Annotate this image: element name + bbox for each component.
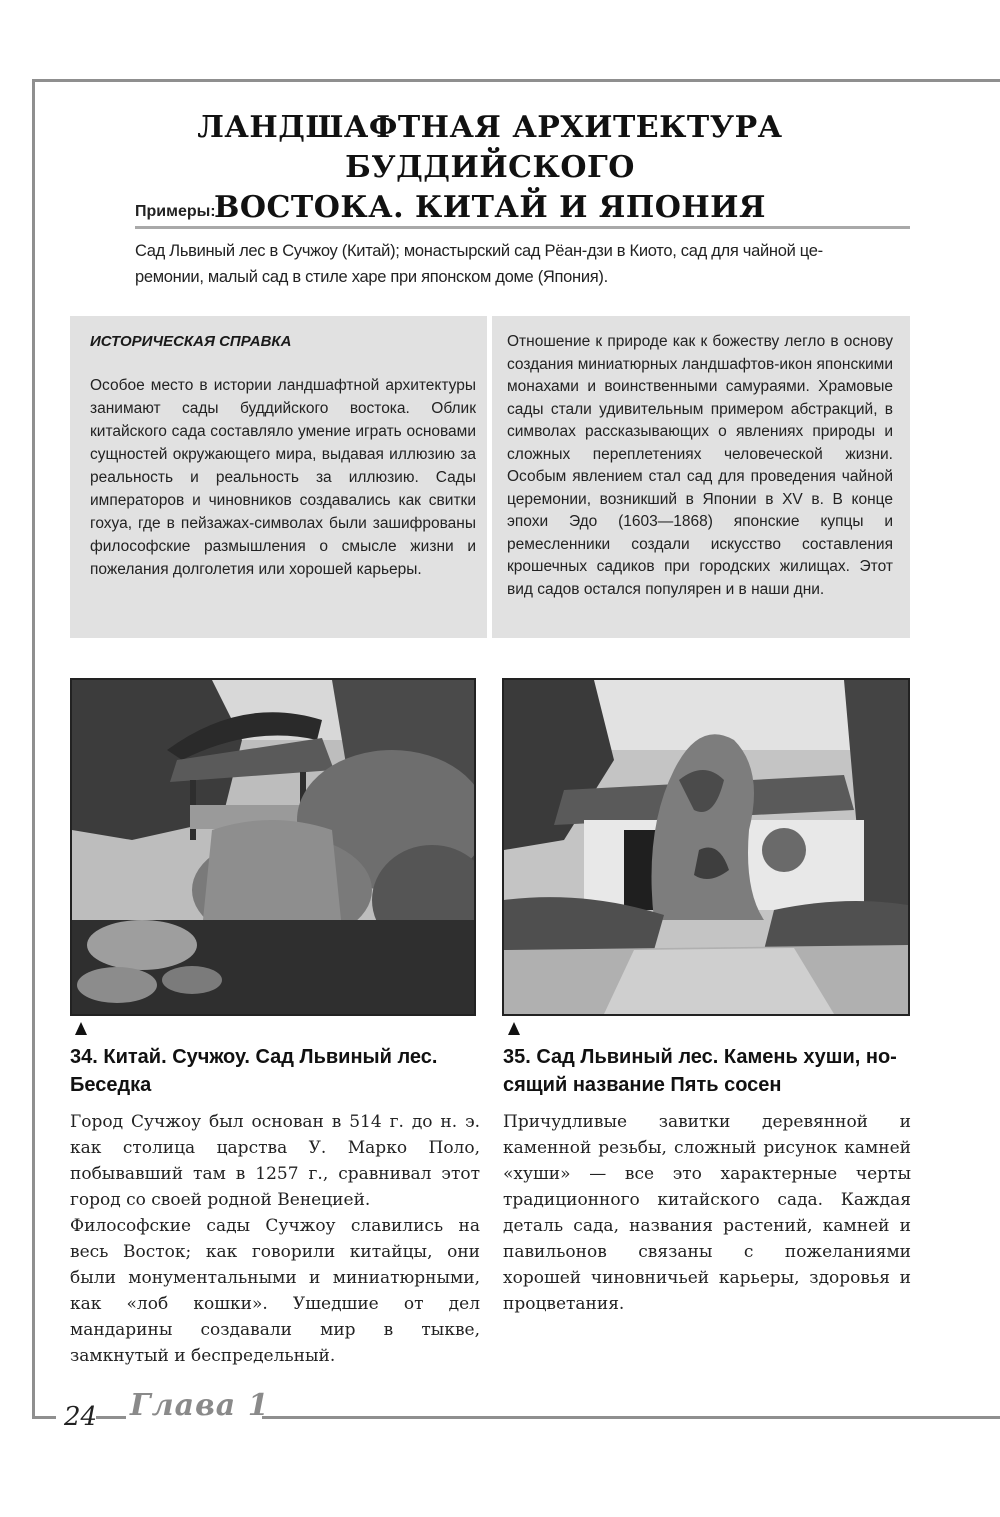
figure-35-paragraph: Причудливые завитки деревянной и каменной резьбы, сложный рисунок камней «хуши» — все это характерные черты традиционного китайского сада. Каждая деталь сада, названия растений, камней и павильонов связаны с пожеланиями хорошей чиновничьей карьеры, здоровья и процветания. [503, 1112, 911, 1314]
photo-rock-image [504, 680, 908, 1014]
frame-bottom-rule [32, 1416, 56, 1419]
examples-label: Примеры: [135, 203, 216, 220]
figure-34-caption-line2: Беседка [70, 1074, 152, 1096]
history-text-left: Особое место в истории ландшафтной архитектуры занимают сады буддийского востока. Облик китайского сада составляло умение играть основами сущностей окружающего мира, выдавая иллюзию за реальность и реальность за иллюзию. Сады императоров и чиновников создавались как свитки гохуа, где в пейзажах-символах были зашифрованы философские размышления о смысле жизни и пожелания долголетия или хорошей карьеры. [90, 377, 476, 578]
figure-35-caption-line2: сящий название Пять сосен [503, 1074, 782, 1096]
examples-line1: Сад Львиный лес в Сучжоу (Китай); монастырский сад Рёан-дзи в Киото, сад для чайной це- [135, 242, 823, 260]
figure-35-caption [503, 1043, 913, 1099]
frame-left-rule [32, 79, 35, 1419]
caption-pointer-icon [508, 1022, 520, 1035]
caption-pointer-icon [75, 1022, 87, 1035]
figure-34-paragraph-2: Философские сады Сучжоу славились на весь Восток; как говорили китайцы, они были монументальными и миниатюрными, как «лоб кошки». Ушедшие от дел мандарины создавали мир в тыкве, замкнутый и беспредельный. [70, 1216, 480, 1366]
examples-divider [135, 226, 910, 229]
page-title-line2: ВОСТОКА. КИТАЙ И ЯПОНИЯ [214, 190, 766, 225]
photo-pavilion [70, 678, 476, 1016]
examples-line2: ремонии, малый сад в стиле харе при японском доме (Япония). [135, 268, 608, 286]
figure-35-caption-line1: 35. Сад Львиный лес. Камень хуши, но- [503, 1046, 897, 1068]
frame-bottom-rule [96, 1416, 126, 1419]
figure-34-caption-line1: 34. Китай. Сучжоу. Сад Львиный лес. [70, 1046, 438, 1068]
history-heading: ИСТОРИЧЕСКАЯ СПРАВКА [90, 333, 292, 350]
history-text-right: Отношение к природе как к божеству легло в основу создания миниатюрных ландшафтов-икон японскими монахами и воинственными самураями. Храмовые сады стали удивительным примером абстракций, в символах рассказывающих о явлениях природы и сложных переплетениях человеческой жизни. Особым явлением стал сад для проведения чайной церемонии, возникший в Японии в XV в. В конце эпохи Эдо (1603—1868) японские купцы и ремесленники создали искусство составления крошечных садиков при городских жилищах. Этот вид садов остался популярен и в наши дни. [507, 333, 893, 598]
examples-text [135, 238, 910, 290]
photo-pavilion-image [72, 680, 474, 1014]
frame-bottom-rule [262, 1416, 1000, 1419]
frame-top-rule [32, 79, 1000, 82]
page-number: 24 [64, 1402, 98, 1432]
page-title-line1: ЛАНДШАФТНАЯ АРХИТЕКТУРА БУДДИЙСКОГО [197, 110, 783, 185]
figure-34-paragraph-1: Город Сучжоу был основан в 514 г. до н. э. как столица царства У. Марко Поло, побывавший там в 1257 г., сравнивал этот город со своей родной Венецией. [70, 1112, 480, 1210]
photo-rock-five-pines [502, 678, 910, 1016]
chapter-label: Глава 1 [130, 1388, 270, 1423]
figure-34-caption [70, 1043, 480, 1099]
